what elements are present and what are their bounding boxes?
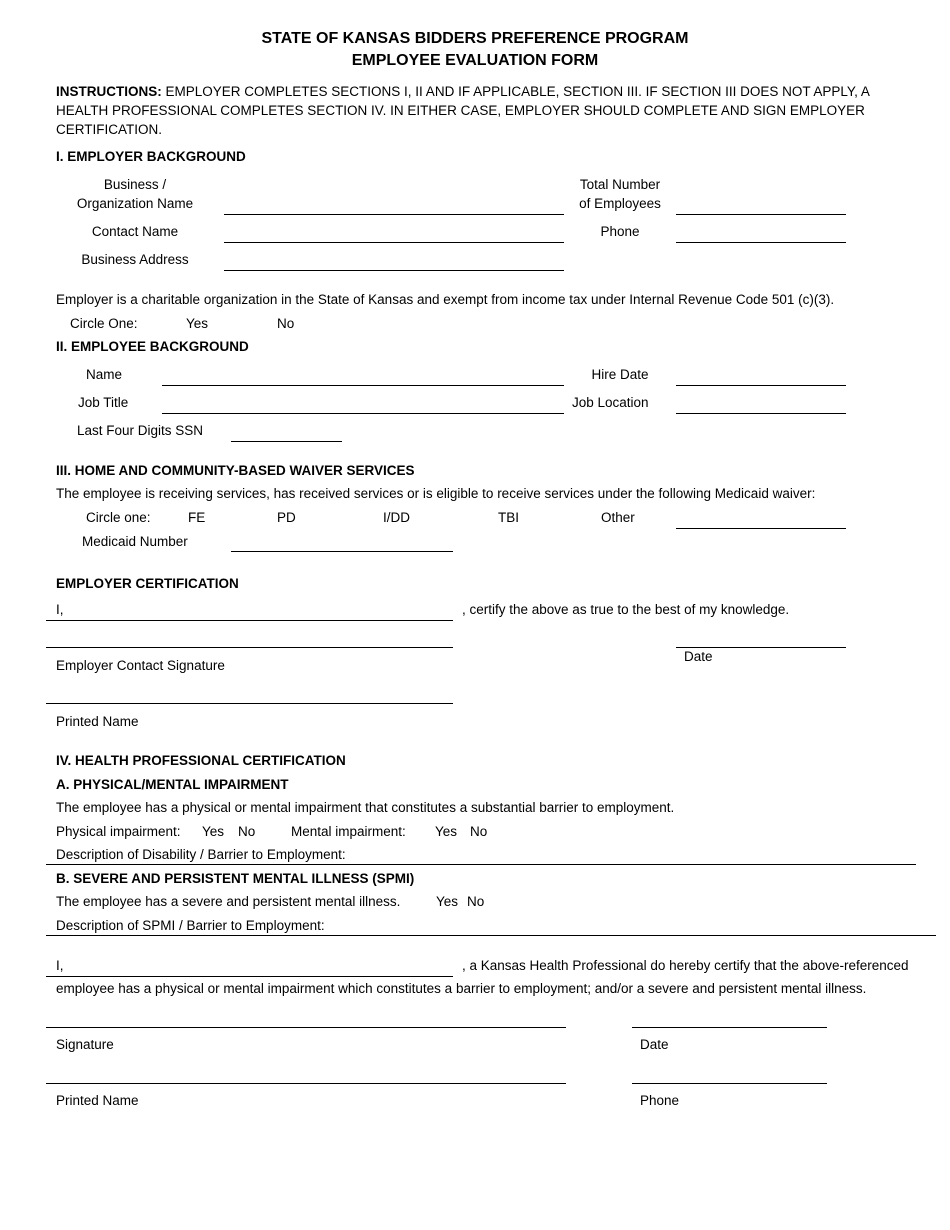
physical-no[interactable]: No (238, 824, 256, 839)
job-location-field[interactable] (676, 413, 846, 414)
business-name-field[interactable] (224, 214, 564, 215)
charitable-statement: Employer is a charitable organization in the State of Kansas and exempt from income tax under Internal Revenue Code 501 (c)(3). (56, 292, 835, 307)
instructions-text: EMPLOYER COMPLETES SECTIONS I, II AND IF APPLICABLE, SECTION III. IF SECTION III DOES NOT APPLY, A HEALTH PROFESSIONAL COMPLETES SECTION IV. IN EITHER CASE, EMPLOYER SHOULD COMPLETE AND SIGN EMPLOYER CERTIFICATION. (56, 84, 870, 137)
employee-name-field[interactable] (162, 385, 564, 386)
hire-date-label: Hire Date (591, 367, 649, 382)
medicaid-number-label: Medicaid Number (82, 534, 188, 549)
ssn-field[interactable] (231, 441, 342, 442)
waiver-option-idd[interactable]: I/DD (383, 510, 410, 525)
spmi-description-field[interactable] (46, 935, 936, 936)
employer-date-field[interactable] (676, 647, 846, 648)
hp-signature-label: Signature (56, 1037, 114, 1052)
hp-phone-field[interactable] (632, 1083, 827, 1084)
mental-no[interactable]: No (470, 824, 488, 839)
hp-date-field[interactable] (632, 1027, 827, 1028)
waiver-other-field[interactable] (676, 528, 846, 529)
ssn-label: Last Four Digits SSN (77, 423, 204, 438)
employer-printed-name-label: Printed Name (56, 714, 139, 729)
waiver-statement: The employee is receiving services, has received services or is eligible to receive services under the following Medicaid waiver: (56, 486, 816, 501)
hp-cert-i: I, (56, 958, 64, 973)
waiver-option-tbi[interactable]: TBI (498, 510, 520, 525)
employer-date-label: Date (684, 649, 713, 664)
hp-cert-text-2: employee has a physical or mental impairment which constitutes a barrier to employment; and/or a severe and persistent mental illness. (56, 981, 867, 996)
contact-name-field[interactable] (224, 242, 564, 243)
medicaid-number-field[interactable] (231, 551, 453, 552)
disability-description-label: Description of Disability / Barrier to Employment: (56, 847, 346, 862)
instructions (56, 82, 916, 139)
employer-signature-label: Employer Contact Signature (56, 658, 225, 673)
total-employees-label-1: Total Number (579, 177, 661, 192)
form-title-line1: STATE OF KANSAS BIDDERS PREFERENCE PROGRAM (261, 30, 689, 47)
phone-label: Phone (600, 224, 640, 239)
form-title-line2: EMPLOYEE EVALUATION FORM (351, 52, 599, 69)
spmi-no[interactable]: No (467, 894, 485, 909)
employer-signature-field[interactable] (46, 647, 453, 648)
section4-heading: IV. HEALTH PROFESSIONAL CERTIFICATION (56, 753, 346, 768)
circle-one-label: Circle One: (70, 316, 138, 331)
employee-name-label: Name (86, 367, 123, 382)
section4b-heading: B. SEVERE AND PERSISTENT MENTAL ILLNESS (SPMI) (56, 871, 415, 886)
instructions-label: INSTRUCTIONS: (56, 84, 162, 99)
phone-field[interactable] (676, 242, 846, 243)
spmi-statement: The employee has a severe and persistent mental illness. (56, 894, 401, 909)
job-location-label: Job Location (572, 395, 649, 410)
job-title-field[interactable] (162, 413, 564, 414)
mental-impairment-label: Mental impairment: (291, 824, 406, 839)
hp-printed-name-label: Printed Name (56, 1093, 139, 1108)
total-employees-field[interactable] (676, 214, 846, 215)
business-address-field[interactable] (224, 270, 564, 271)
waiver-option-other[interactable]: Other (601, 510, 635, 525)
spmi-yes[interactable]: Yes (436, 894, 459, 909)
employer-cert-heading: EMPLOYER CERTIFICATION (56, 576, 239, 591)
total-employees-label-2: of Employees (579, 196, 661, 211)
hp-printed-name-field[interactable] (46, 1083, 566, 1084)
physical-yes[interactable]: Yes (202, 824, 225, 839)
hp-cert-text-1: , a Kansas Health Professional do hereby certify that the above-referenced (462, 958, 909, 973)
mental-yes[interactable]: Yes (435, 824, 458, 839)
spmi-description-label: Description of SPMI / Barrier to Employment: (56, 918, 325, 933)
hire-date-field[interactable] (676, 385, 846, 386)
hp-signature-field[interactable] (46, 1027, 566, 1028)
waiver-option-fe[interactable]: FE (188, 510, 206, 525)
employer-cert-name-field[interactable] (46, 620, 453, 621)
employer-printed-name-field[interactable] (46, 703, 453, 704)
job-title-label: Job Title (78, 395, 129, 410)
contact-name-label: Contact Name (91, 224, 179, 239)
charitable-no[interactable]: No (277, 316, 295, 331)
hp-name-field[interactable] (46, 976, 453, 977)
business-address-label: Business Address (81, 252, 189, 267)
section2-heading: II. EMPLOYEE BACKGROUND (56, 339, 249, 354)
disability-description-field[interactable] (46, 864, 916, 865)
waiver-circle-one-label: Circle one: (86, 510, 151, 525)
hp-phone-label: Phone (640, 1093, 680, 1108)
charitable-yes[interactable]: Yes (186, 316, 209, 331)
waiver-option-pd[interactable]: PD (277, 510, 296, 525)
physical-impairment-label: Physical impairment: (56, 824, 181, 839)
business-name-label-2: Organization Name (76, 196, 194, 211)
section3-heading: III. HOME AND COMMUNITY-BASED WAIVER SERVICES (56, 463, 415, 478)
hp-date-label: Date (640, 1037, 669, 1052)
impairment-statement: The employee has a physical or mental impairment that constitutes a substantial barrier to employment. (56, 800, 675, 815)
section1-heading: I. EMPLOYER BACKGROUND (56, 149, 246, 164)
employer-cert-text: , certify the above as true to the best of my knowledge. (462, 602, 790, 617)
section4a-heading: A. PHYSICAL/MENTAL IMPAIRMENT (56, 777, 289, 792)
business-name-label-1: Business / (103, 177, 167, 192)
employer-cert-i: I, (56, 602, 64, 617)
